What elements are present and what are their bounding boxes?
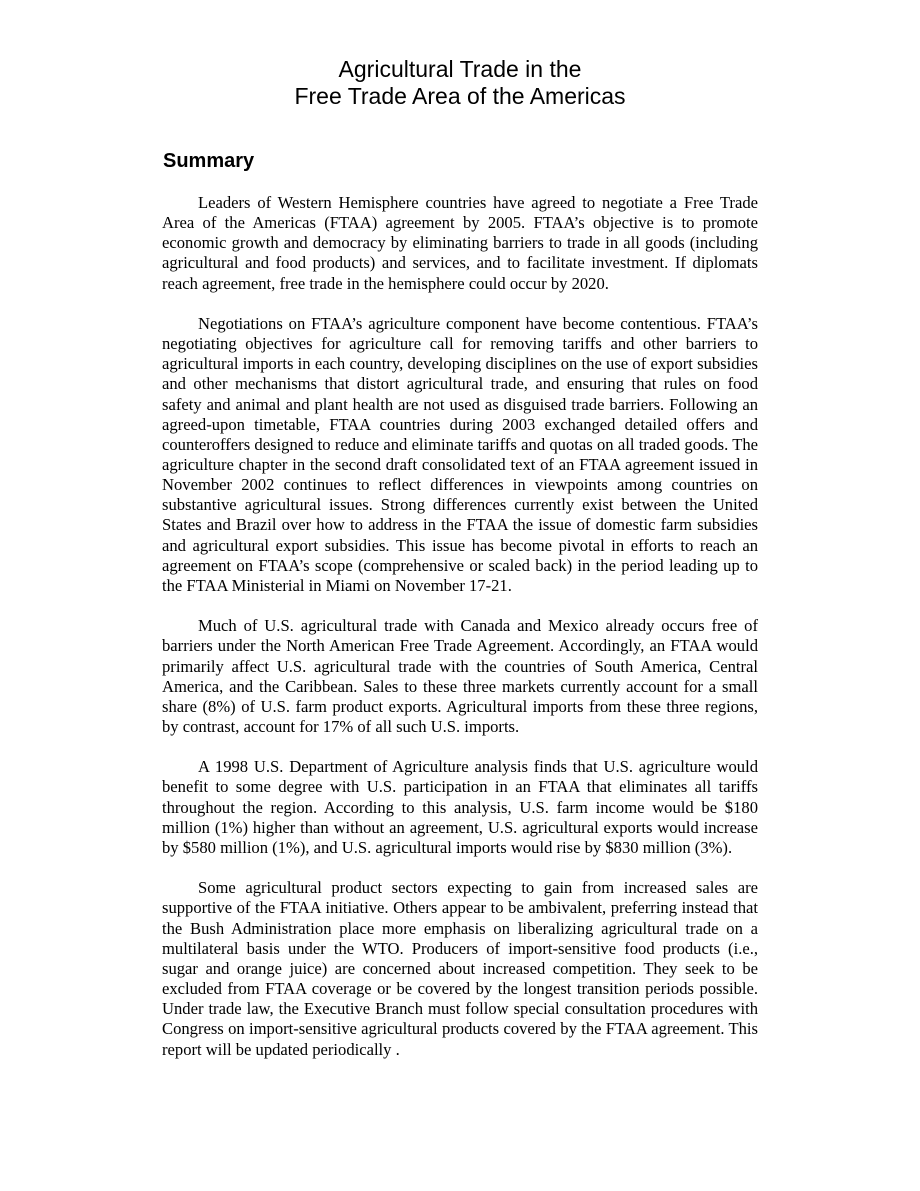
title-line-1: Agricultural Trade in the: [338, 56, 582, 82]
summary-paragraph-1: Leaders of Western Hemisphere countries have agreed to negotiate a Free Trade Area of the Americas (FTAA) agreement by 2005. FTAA’s objective is to promote economic growth and democracy by eliminating barriers to trade in all goods (including agricultural and food products) and services, and to facilitate investment. If diplomats reach agreement, free trade in the hemisphere could occur by 2020.: [162, 193, 758, 293]
summary-body: [162, 193, 758, 1080]
title-line-2: Free Trade Area of the Americas: [294, 83, 626, 109]
summary-paragraph-3: Much of U.S. agricultural trade with Canada and Mexico already occurs free of barriers under the North American Free Trade Agreement. Accordingly, an FTAA would primarily affect U.S. agricultural trade with the countries of South America, Central America, and the Caribbean. Sales to these three markets currently account for a small share (8%) of U.S. farm product exports. Agricultural imports from these three regions, by contrast, account for 17% of all such U.S. imports.: [162, 616, 758, 737]
summary-paragraph-4: A 1998 U.S. Department of Agriculture analysis finds that U.S. agriculture would benefit to some degree with U.S. participation in an FTAA that eliminates all tariffs throughout the region. According to this analysis, U.S. farm income would be $180 million (1%) higher than without an agreement, U.S. agricultural exports would increase by $580 million (1%), and U.S. agricultural imports would rise by $830 million (3%).: [162, 757, 758, 857]
summary-paragraph-5: Some agricultural product sectors expecting to gain from increased sales are supportive of the FTAA initiative. Others appear to be ambivalent, preferring instead that the Bush Administration place more emphasis on liberalizing agricultural trade on a multilateral basis under the WTO. Producers of import-sensitive food products (i.e., sugar and orange juice) are concerned about increased competition. They seek to be excluded from FTAA coverage or be covered by the longest transition periods possible. Under trade law, the Executive Branch must follow special consultation procedures with Congress on import-sensitive agricultural products covered by the FTAA agreement. This report will be updated periodically .: [162, 878, 758, 1059]
document-title: [0, 56, 920, 110]
summary-heading: Summary: [163, 150, 255, 172]
summary-paragraph-2: Negotiations on FTAA’s agriculture component have become contentious. FTAA’s negotiating objectives for agriculture call for removing tariffs and other barriers to agricultural imports in each country, developing disciplines on the use of export subsidies and other mechanisms that distort agricultural trade, and ensuring that rules on food safety and animal and plant health are not used as disguised trade barriers. Following an agreed-upon timetable, FTAA countries during 2003 exchanged detailed offers and counteroffers designed to reduce and eliminate tariffs and quotas on all traded goods. The agriculture chapter in the second draft consolidated text of an FTAA agreement issued in November 2002 continues to reflect differences in viewpoints among countries on substantive agricultural issues. Strong differences currently exist between the United States and Brazil over how to address in the FTAA the issue of domestic farm subsidies and agricultural export subsidies. This issue has become pivotal in efforts to reach an agreement on FTAA’s scope (comprehensive or scaled back) in the period leading up to the FTAA Ministerial in Miami on November 17-21.: [162, 313, 758, 595]
